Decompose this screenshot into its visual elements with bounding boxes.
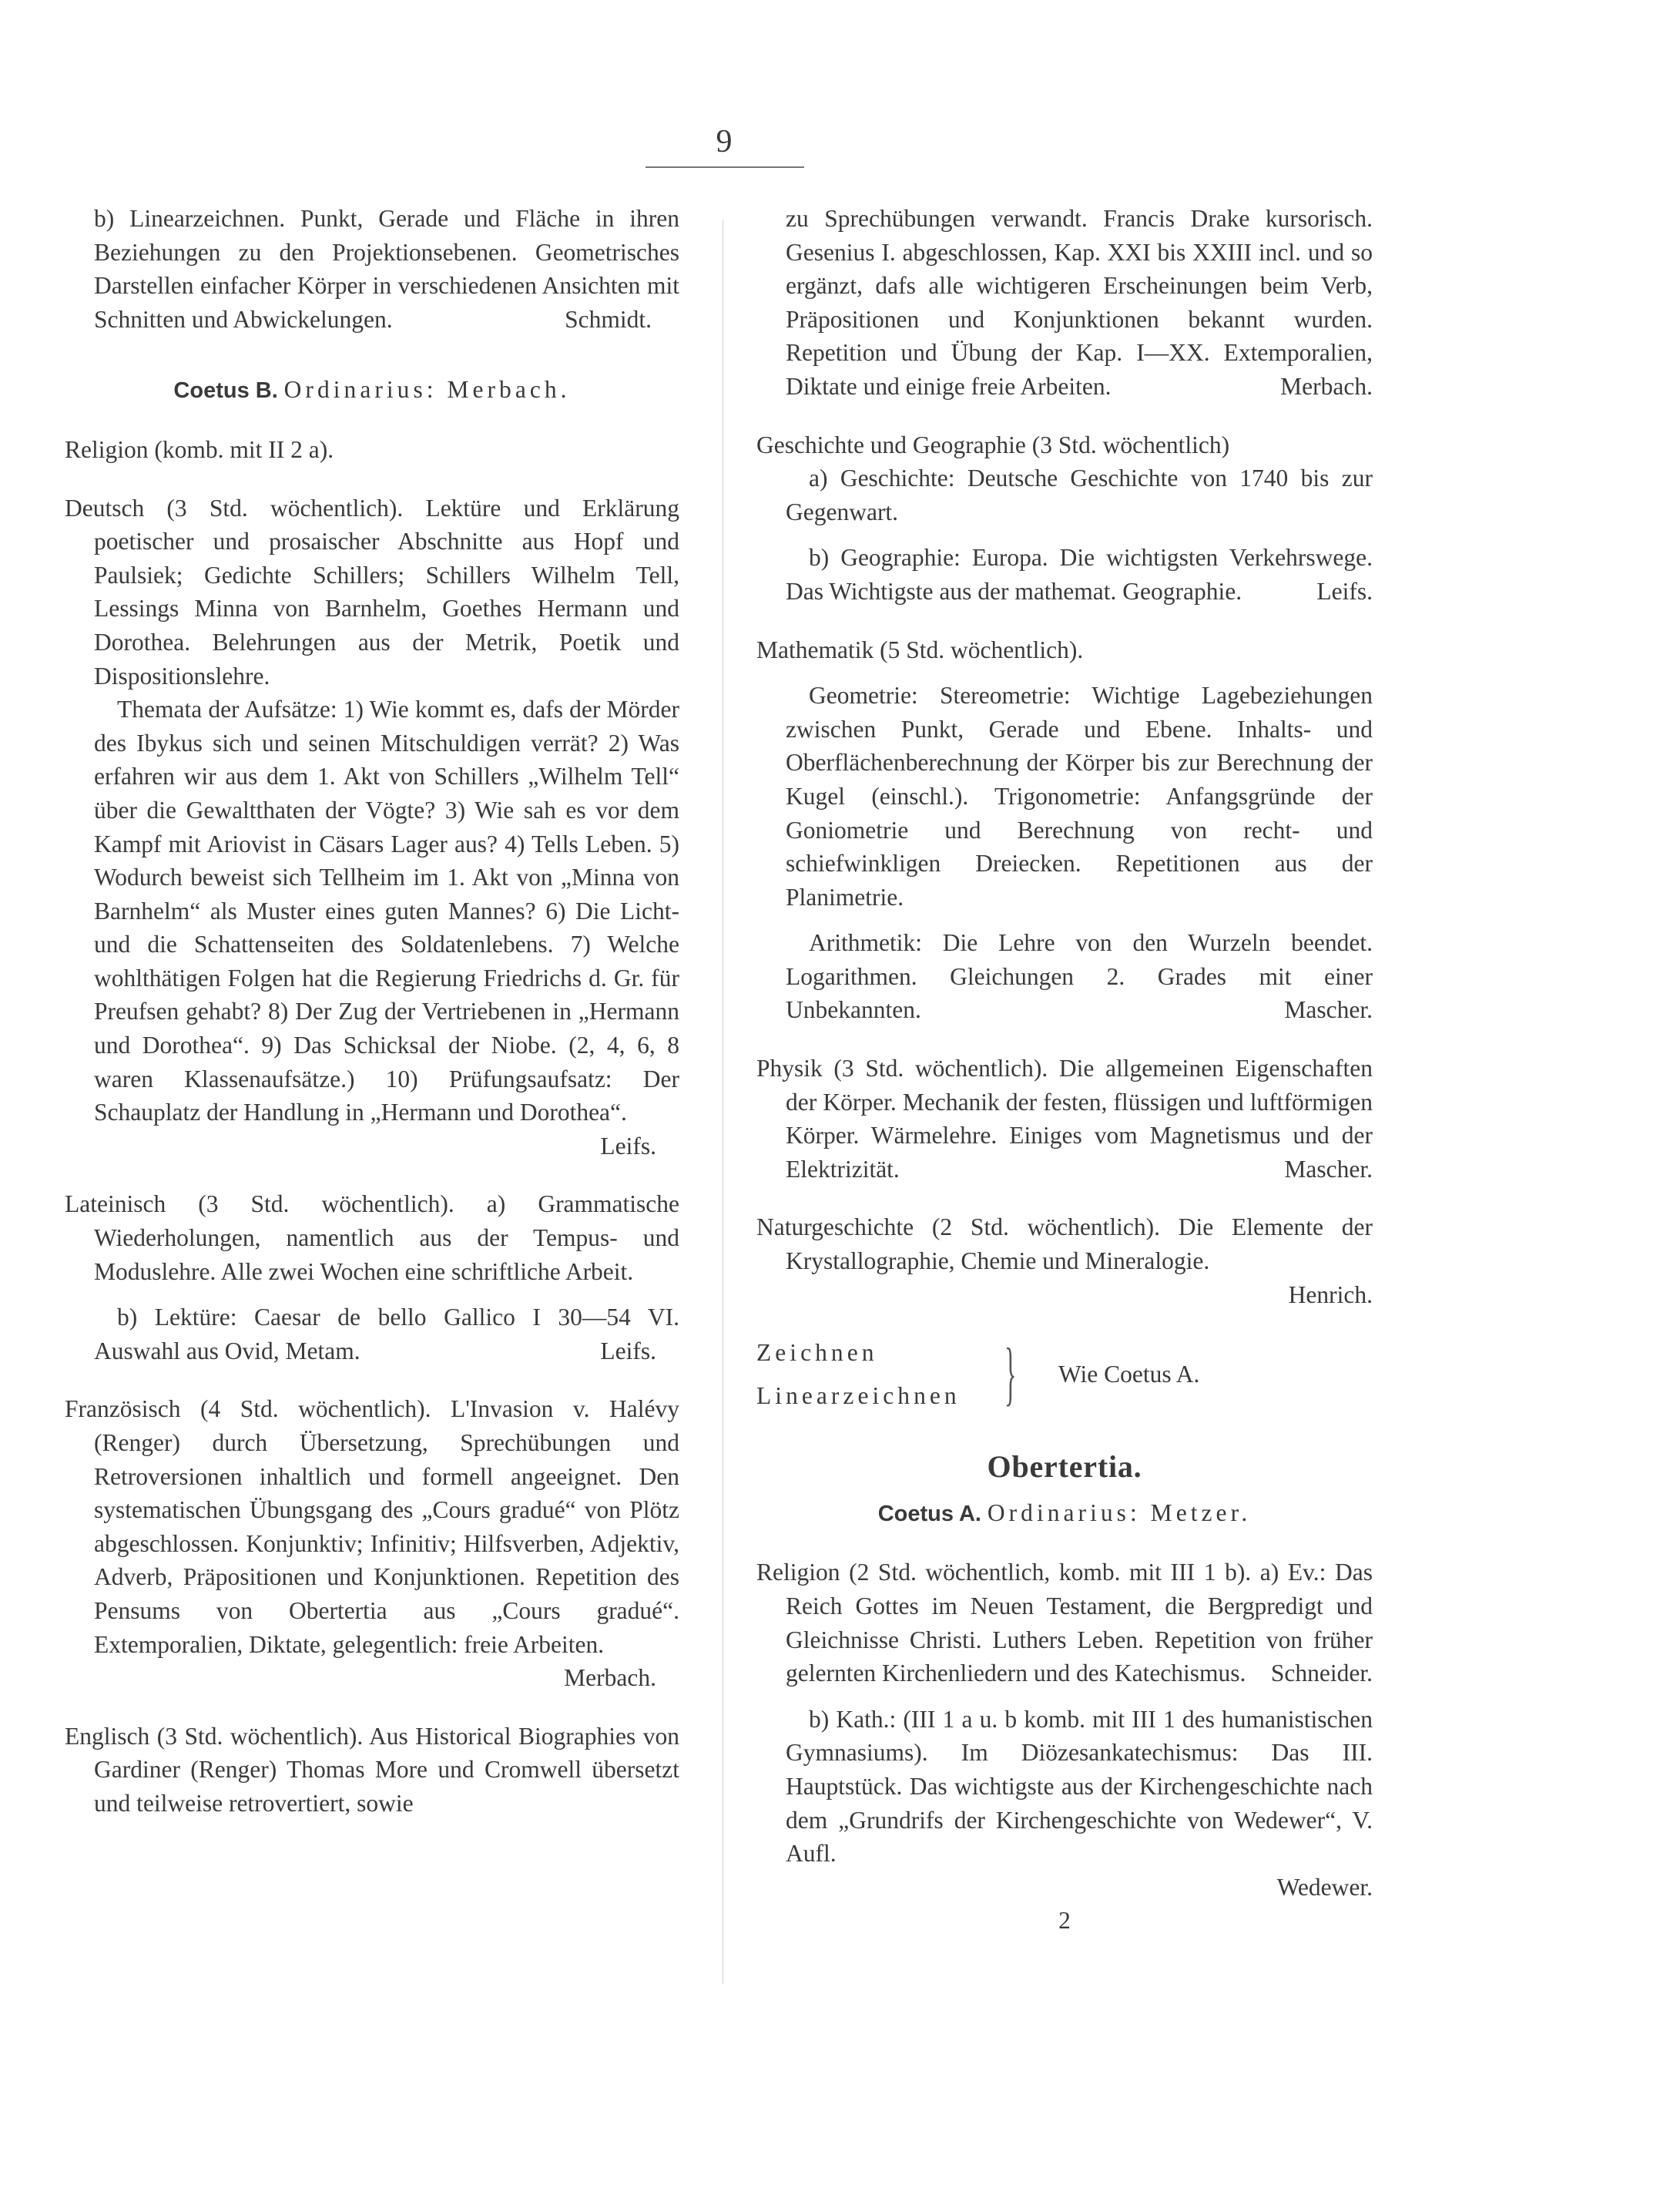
teacher-name: Mascher. (1284, 1155, 1373, 1183)
teacher-name: Leifs. (1316, 577, 1373, 605)
linearzeichnen-label: Linearzeichnen (756, 1382, 961, 1410)
paragraph: Religion (komb. mit II 2 a). (65, 435, 334, 463)
teacher-name: Schneider. (1270, 1660, 1373, 1687)
page-number: 9 (716, 124, 733, 159)
signature-mark: 2 (1058, 1907, 1071, 1935)
paragraph: b) Kath.: (III 1 a u. b komb. mit III 1 des humanistischen Gymnasiums). Im Diözesankatechismus: Das III. Hauptstück. Das wichtigste aus der Kirchengeschichte nach dem „Grundrifs der Kirchengeschichte von Wedewer“, V. Aufl. (786, 1705, 1373, 1868)
paragraph: Religion (2 Std. wöchentlich, komb. mit III 1 b). a) Ev.: Das Reich Gottes im Neuen Testament, die Bergpredigt und Gleichnisse Christi. Luthers Leben. Repetition von früher gelernten Kirchenliedern und des Katechismus. (756, 1559, 1373, 1687)
coetus-heading (65, 373, 679, 408)
section-heading: Mathematik (5 Std. wöchentlich). (756, 636, 1084, 663)
ordinarius: Ordinarius: Metzer. (987, 1499, 1252, 1526)
paragraph: Lateinisch (3 Std. wöchentlich). a) Grammatische Wiederholungen, namentlich aus der Tempus- und Moduslehre. Alle zwei Wochen eine schriftliche Arbeit. (65, 1190, 679, 1285)
same-as-note: Wie Coetus A. (1058, 1361, 1200, 1388)
paragraph: Themata der Aufsätze: 1) Wie kommt es, dafs der Mörder des Ibykus sich und seinen Mitschuldigen verrät? 2) Was erfahren wir aus dem 1. Akt von Schillers „Wilhelm Tell“ über die Gewaltthaten der Vögte? 3) Wie sah es vor dem Kampf mit Ariovist in Cäsars Lager aus? 4) Tells Leben. 5) Wodurch beweist sich Tellheim im 1. Akt von „Minna von Barnhelm“ als Muster eines guten Mannes? 6) Die Licht- und die Schattenseiten des Soldatenlebens. 7) Welche wohlthätigen Folgen hat die Regierung Friedrichs d. Gr. für Preufsen gehabt? 8) Der Zug der Vertriebenen in „Hermann und Dorothea“. 9) Das Schicksal der Niobe. (2, 4, 6, 8 waren Klassenaufsätze.) 10) Prüfungsaufsatz: Der Schauplatz der Handlung in „Hermann und Dorothea“. (94, 696, 679, 1126)
teacher-name: Merbach. (1280, 372, 1373, 400)
brace-icon: } (1004, 1334, 1017, 1413)
paragraph: Englisch (3 Std. wöchentlich). Aus Historical Biographies von Gardiner (Renger) Thomas More und Cromwell übersetzt und teilweise retrovertiert, sowie (65, 1722, 679, 1817)
paragraph: Deutsch (3 Std. wöchentlich). Lektüre und Erklärung poetischer und prosaischer Abschnitte aus Hopf und Paulsiek; Gedichte Schillers; Schillers Wilhelm Tell, Lessings Minna von Barnhelm, Goethes Hermann und Dorothea. Belehrungen aus der Metrik, Poetik und Dispositionslehre. (65, 494, 679, 690)
paragraph: Geometrie: Stereometrie: Wichtige Lagebeziehungen zwischen Punkt, Gerade und Ebene. Inhalts- und Oberflächenberechnung der Körper bis zur Berechnung der Kugel (einschl.). Trigonometrie: Anfangsgründe der Goniometrie und Berechnung von recht- und schiefwinkligen Dreiecken. Repetitionen aus der Planimetrie. (786, 682, 1373, 911)
paragraph: zu Sprechübungen verwandt. Francis Drake kursorisch. Gesenius I. abgeschlossen, Kap. XXI bis XXIII incl. und so ergänzt, dafs alle wichtigeren Erscheinungen beim Verb, Präpositionen und Konjunktionen bekannt wurden. Repetition und Übung der Kap. I—XX. Extemporalien, Diktate und einige freie Arbeiten. (786, 205, 1373, 400)
zeichnen-label: Zeichnen (756, 1339, 878, 1367)
paragraph: b) Lektüre: Caesar de bello Gallico I 30—54 VI. Auswahl aus Ovid, Metam. (94, 1304, 679, 1364)
coetus-label: Coetus A. (877, 1501, 981, 1526)
paragraph: a) Geschichte: Deutsche Geschichte von 1740 bis zur Gegenwart. (786, 465, 1373, 525)
paragraph: b) Geographie: Europa. Die wichtigsten Verkehrswege. Das Wichtigste aus der mathemat. Geographie. (786, 544, 1373, 605)
teacher-name: Henrich. (1288, 1280, 1373, 1308)
section-title: Obertertia. (987, 1449, 1142, 1485)
coetus-label: Coetus B. (173, 378, 278, 404)
paragraph: b) Linearzeichnen. Punkt, Gerade und Fläche in ihren Beziehungen zu den Projektionsebenen. Geometrisches Darstellen einfacher Körper in verschiedenen Ansichten mit Schnitten und Abwickelungen. (94, 205, 679, 333)
paragraph: Arithmetik: Die Lehre von den Wurzeln beendet. Logarithmen. Gleichungen 2. Grades mit einer Unbekannten. (786, 929, 1373, 1024)
drawing-classes (756, 1336, 1373, 1413)
paragraph: Physik (3 Std. wöchentlich). Die allgemeinen Eigenschaften der Körper. Mechanik der festen, flüssigen und luftförmigen Körper. Wärmelehre. Einiges vom Magnetismus und der Elektrizität. (756, 1055, 1373, 1183)
teacher-name: Schmidt. (565, 305, 652, 333)
teacher-name: Leifs. (600, 1337, 656, 1364)
paragraph: Französisch (4 Std. wöchentlich). L'Invasion v. Halévy (Renger) durch Übersetzung, Sprechübungen und Retroversionen inhaltlich und formell angeeignet. Den systematischen Übungsgang des „Cours gradué“ von Plötz abgeschlossen. Konjunktiv; Infinitiv; Hilfsverben, Adjektiv, Adverb, Präpositionen und Konjunktionen. Repetition des Pensums von Obertertia aus „Cours gradué“. Extemporalien, Diktate, gelegentlich: freie Arbeiten. (65, 1395, 679, 1658)
teacher-name: Mascher. (1284, 996, 1373, 1024)
paragraph: Naturgeschichte (2 Std. wöchentlich). Die Elemente der Krystallographie, Chemie und Mineralogie. (756, 1213, 1373, 1275)
teacher-name: Merbach. (564, 1664, 656, 1692)
teacher-name: Leifs. (600, 1132, 656, 1160)
teacher-name: Wedewer. (1276, 1873, 1373, 1901)
ordinarius: Ordinarius: Merbach. (283, 376, 571, 404)
section-heading: Geschichte und Geographie (3 Std. wöchentlich) (756, 431, 1230, 458)
coetus-heading (756, 1496, 1373, 1532)
right-column (756, 202, 1373, 1938)
header-rule (646, 166, 804, 168)
left-column (65, 202, 679, 1821)
